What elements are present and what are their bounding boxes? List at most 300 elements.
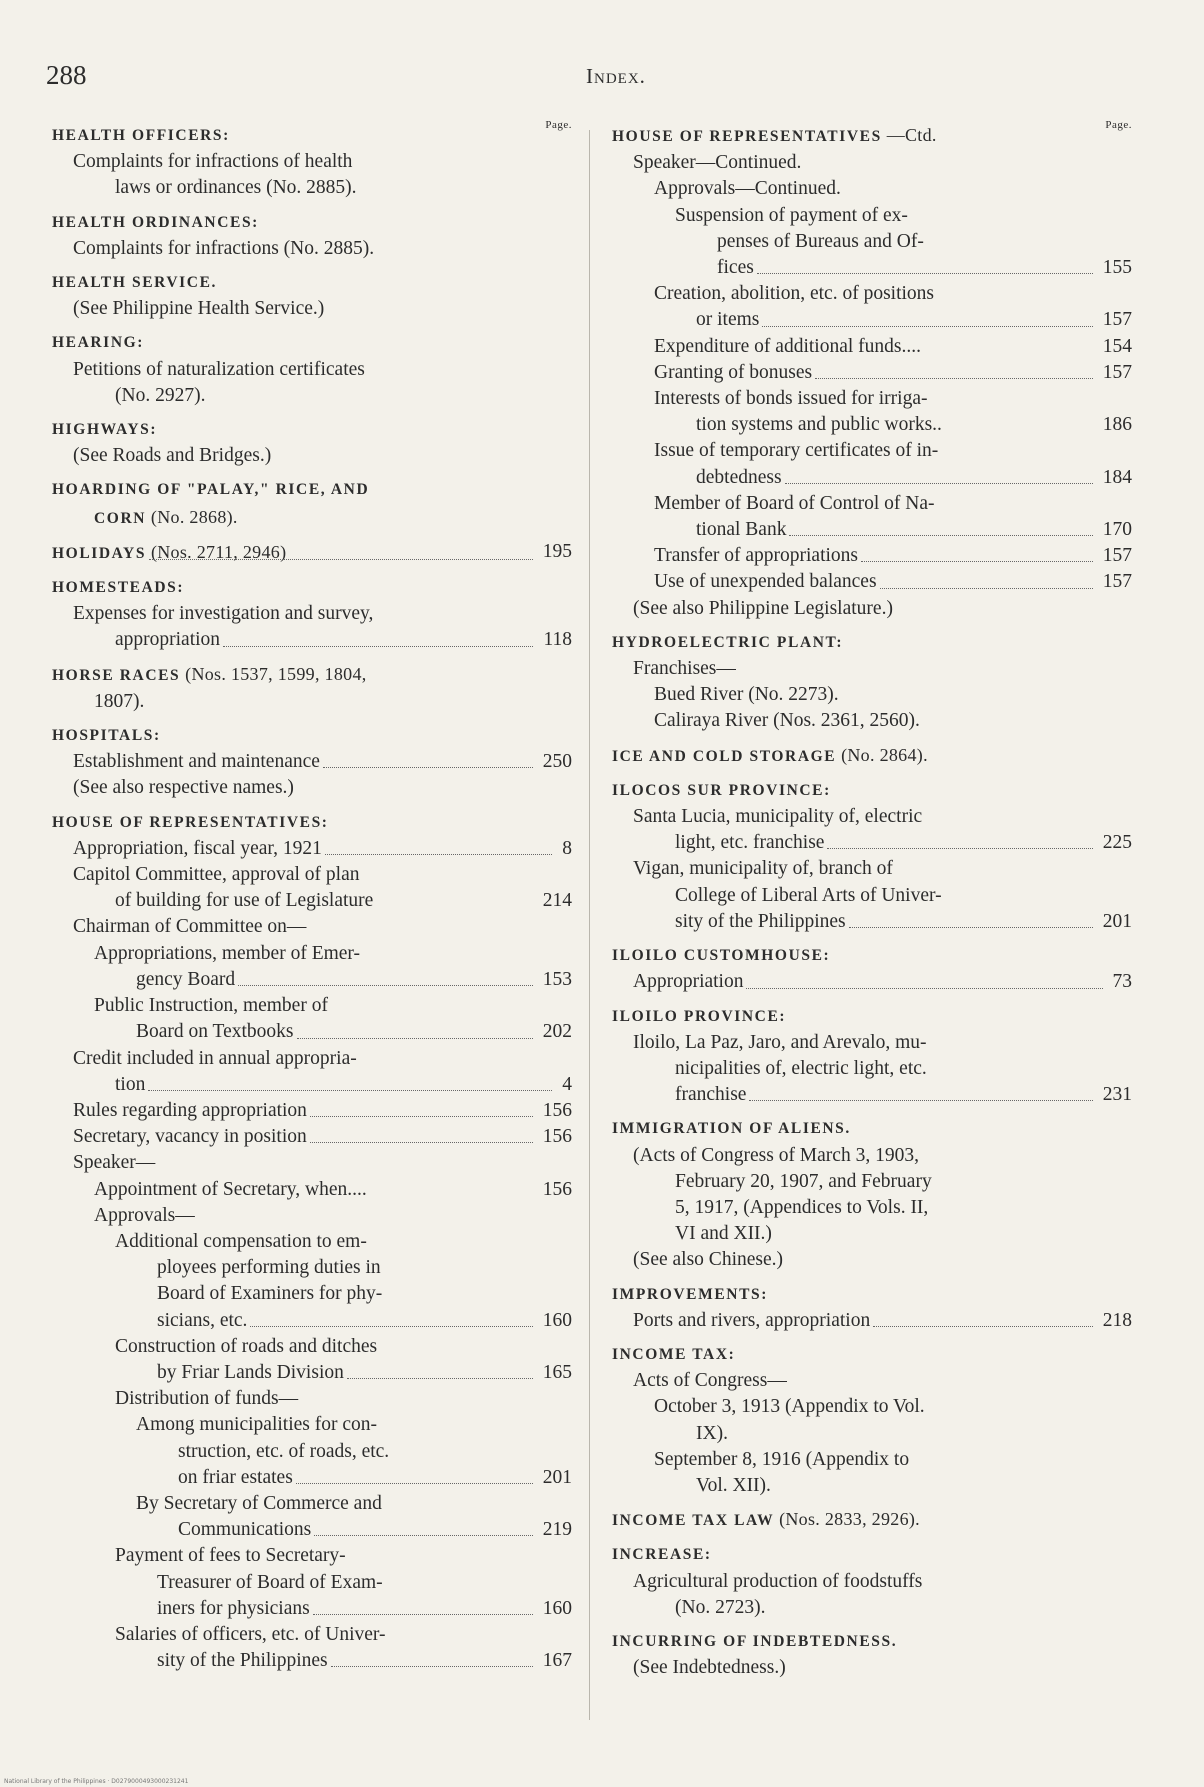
entry-text: Caliraya River (Nos. 2361, 2560). — [654, 710, 920, 732]
page-reference: 219 — [542, 1519, 572, 1541]
index-entry-line — [612, 804, 1132, 830]
entry-text: ILOCOS SUR PROVINCE: — [612, 781, 831, 799]
entry-spacer — [612, 1621, 1132, 1628]
page-reference: 160 — [542, 1309, 572, 1331]
page-reference: 157 — [1102, 361, 1132, 383]
dot-leader — [148, 1090, 552, 1091]
entry-text: Salaries of officers, etc. of Univer- — [115, 1623, 386, 1645]
dot-leader — [313, 1614, 533, 1615]
index-entry-line — [612, 307, 1132, 333]
entry-text: Transfer of appropriations — [654, 545, 858, 567]
entry-text: Treasurer of Board of Exam- — [157, 1571, 383, 1593]
entry-text: IMMIGRATION OF ALIENS. — [612, 1120, 851, 1138]
entry-text: nicipalities of, electric light, etc. — [675, 1057, 927, 1079]
page-title: Index. — [586, 64, 646, 88]
entry-text: Interests of bonds issued for irriga- — [654, 388, 928, 410]
entry-text: Payment of fees to Secretary- — [115, 1545, 346, 1567]
dot-leader — [815, 378, 1093, 379]
dot-leader — [749, 1100, 1092, 1101]
index-entry-line — [52, 1255, 572, 1281]
entry-spacer — [52, 532, 572, 539]
index-entry-line — [52, 967, 572, 993]
entry-text: Bued River (No. 2273). — [654, 684, 839, 706]
entry-act-numbers: (Nos. 2711, 2946) — [150, 541, 287, 562]
entry-act-numbers: (No. 2868). — [150, 506, 238, 527]
entry-text: Member of Board of Control of Na- — [654, 492, 935, 514]
index-entry-line — [612, 150, 1132, 176]
dot-leader — [789, 535, 1092, 536]
index-heading — [612, 122, 1132, 150]
page-reference: 250 — [542, 751, 572, 773]
entry-text: (See Philippine Health Service.) — [73, 298, 325, 320]
index-entry-line — [52, 236, 572, 262]
index-entry-line — [612, 1221, 1132, 1247]
index-entry-line — [612, 1447, 1132, 1473]
entry-text: Public Instruction, member of — [94, 995, 328, 1017]
index-entry-line — [52, 1019, 572, 1045]
entry-spacer — [52, 654, 572, 661]
index-entry-line — [52, 1439, 572, 1465]
entry-text: Secretary, vacancy in position — [73, 1126, 307, 1148]
page-reference: 184 — [1102, 466, 1132, 488]
entry-text: Vigan, municipality of, branch of — [633, 858, 893, 880]
entry-text: Additional compensation to em- — [115, 1230, 367, 1252]
index-entry-line — [52, 1177, 572, 1203]
entry-text: HYDROELECTRIC PLANT: — [612, 633, 844, 651]
index-heading — [612, 1281, 1132, 1308]
dot-leader — [223, 646, 533, 647]
entry-text: February 20, 1907, and February — [675, 1170, 932, 1192]
entry-text: struction, etc. of roads, etc. — [178, 1440, 390, 1462]
index-heading — [52, 329, 572, 356]
entry-text: INCREASE: — [612, 1546, 712, 1564]
entry-text: Issue of temporary certificates of in- — [654, 440, 939, 462]
entry-text: Complaints for infractions of health — [73, 151, 353, 173]
entry-text: ILOILO CUSTOMHOUSE: — [612, 947, 831, 965]
index-heading — [52, 661, 572, 689]
entry-text: ILOILO PROVINCE: — [612, 1007, 787, 1025]
index-entry-line — [612, 1595, 1132, 1621]
entry-text: HOUSE OF REPRESENTATIVES: — [52, 813, 329, 831]
index-entry-line — [52, 1072, 572, 1098]
index-entry-line — [52, 1517, 572, 1543]
index-entry-line — [612, 1473, 1132, 1499]
index-entry-line — [612, 708, 1132, 734]
entry-spacer — [52, 262, 572, 269]
page-reference: 73 — [1112, 971, 1132, 993]
index-entry-line — [52, 1098, 572, 1124]
index-entry-line — [52, 627, 572, 653]
dot-leader — [873, 1326, 1093, 1327]
dot-leader — [880, 588, 1093, 589]
entry-text: IX). — [696, 1422, 728, 1444]
index-entry-line — [612, 1655, 1132, 1681]
entry-text: Ports and rivers, appropriation — [633, 1309, 871, 1331]
index-heading — [612, 942, 1132, 969]
page-reference: 8 — [562, 837, 572, 859]
entry-text: (See also respective names.) — [73, 777, 294, 799]
entry-text: (See Indebtedness.) — [633, 1657, 786, 1679]
dot-leader — [757, 273, 1093, 274]
page-reference: 218 — [1102, 1309, 1132, 1331]
index-entry-line — [52, 1648, 572, 1674]
index-entry-line — [52, 296, 572, 322]
index-entry-line — [52, 941, 572, 967]
entry-text: Appointment of Secretary, when.... — [94, 1178, 367, 1200]
entry-spacer — [612, 1534, 1132, 1541]
entry-text: Capitol Committee, approval of plan — [73, 864, 360, 886]
entry-text: Speaker— — [73, 1152, 156, 1174]
footer-credit: National Library of the Philippines · D0279000493000231241 — [4, 1778, 189, 1785]
index-entry-line — [612, 465, 1132, 491]
entry-spacer — [612, 935, 1132, 942]
page-reference: 167 — [542, 1650, 572, 1672]
entry-text: CORN — [94, 509, 147, 527]
index-entry-line — [612, 856, 1132, 882]
index-entry-line — [612, 1247, 1132, 1273]
index-entry-line — [52, 149, 572, 175]
entry-text: of building for use of Legislature — [115, 890, 374, 912]
dot-leader — [323, 767, 533, 768]
entry-text: (No. 2927). — [115, 384, 206, 406]
entry-spacer — [52, 567, 572, 574]
entry-spacer — [52, 802, 572, 809]
entry-text: INCURRING OF INDEBTEDNESS. — [612, 1632, 898, 1650]
index-entry-line — [52, 1124, 572, 1150]
entry-text: INCOME TAX LAW — [612, 1512, 775, 1530]
entry-text: on friar estates — [178, 1466, 293, 1488]
entry-text: Franchises— — [633, 658, 736, 680]
entry-text: HEALTH ORDINANCES: — [52, 213, 259, 231]
index-entry-line — [612, 1368, 1132, 1394]
entry-text: tion systems and public works.. — [696, 414, 942, 436]
entry-text: debtedness — [696, 466, 782, 488]
index-entry-line — [52, 1622, 572, 1648]
entry-text: gency Board — [136, 968, 236, 990]
index-entry-line — [612, 682, 1132, 708]
index-entry-line — [52, 1334, 572, 1360]
entry-text: 5, 1917, (Appendices to Vols. II, — [675, 1196, 929, 1218]
page-reference: 118 — [543, 629, 572, 651]
index-entry-line — [612, 255, 1132, 281]
page-reference: 160 — [542, 1597, 572, 1619]
entry-text: (Acts of Congress of March 3, 1903, — [633, 1144, 919, 1166]
entry-text: Speaker—Continued. — [633, 152, 802, 174]
page-reference: 156 — [542, 1178, 572, 1200]
entry-text: laws or ordinances (No. 2885). — [115, 177, 357, 199]
page-reference: 202 — [542, 1021, 572, 1043]
entry-text: Board on Textbooks — [136, 1021, 294, 1043]
entry-text: ICE AND COLD STORAGE — [612, 747, 837, 765]
entry-text: Agricultural production of foodstuffs — [633, 1570, 923, 1592]
entry-text: HEALTH OFFICERS: — [52, 127, 230, 144]
index-entry-line — [612, 360, 1132, 386]
entry-text: (See Roads and Bridges.) — [73, 445, 272, 467]
index-entry-line — [52, 383, 572, 409]
page-reference: 201 — [1102, 910, 1132, 932]
index-heading — [612, 1115, 1132, 1142]
index-entry-line — [612, 1569, 1132, 1595]
page-reference: 154 — [1102, 335, 1132, 357]
entry-text: light, etc. franchise — [675, 832, 825, 854]
entry-text: Credit included in annual appropria- — [73, 1047, 357, 1069]
index-entry-line — [612, 281, 1132, 307]
page-reference: 157 — [1102, 309, 1132, 331]
index-entry-line — [52, 914, 572, 940]
entry-text: 1807). — [94, 690, 145, 712]
entry-text: (See also Philippine Legislature.) — [633, 597, 893, 619]
entry-text: Granting of bonuses — [654, 361, 813, 383]
index-entry-line — [612, 517, 1132, 543]
entry-text: College of Liberal Arts of Univer- — [675, 884, 942, 906]
entry-text: appropriation — [115, 629, 221, 651]
index-heading — [52, 269, 572, 296]
entry-text: tional Bank — [696, 519, 787, 541]
index-entry-line — [52, 357, 572, 383]
entry-text: IMPROVEMENTS: — [612, 1285, 768, 1303]
dot-leader — [827, 848, 1092, 849]
dot-leader — [310, 1116, 533, 1117]
index-entry-line — [612, 176, 1132, 202]
page-reference: 231 — [1102, 1084, 1132, 1106]
entry-spacer — [52, 409, 572, 416]
index-heading — [612, 777, 1132, 804]
index-entry-line — [52, 175, 572, 201]
page-header — [46, 60, 1126, 100]
entry-text: by Friar Lands Division — [157, 1361, 344, 1383]
index-entry-line — [612, 438, 1132, 464]
entry-act-numbers: (Nos. 2833, 2926). — [779, 1509, 920, 1530]
entry-spacer — [52, 715, 572, 722]
entry-text: Rules regarding appropriation — [73, 1099, 307, 1121]
entry-act-numbers: (Nos. 1537, 1599, 1804, — [185, 663, 367, 684]
entry-spacer — [52, 202, 572, 209]
index-entry-line — [612, 830, 1132, 856]
dot-leader — [325, 854, 552, 855]
page-reference: 156 — [542, 1126, 572, 1148]
index-entry-line — [52, 1281, 572, 1307]
entry-text: HOSPITALS: — [52, 727, 161, 745]
entry-text: October 3, 1913 (Appendix to Vol. — [654, 1396, 925, 1418]
dot-leader — [347, 1378, 533, 1379]
index-entry-line — [612, 203, 1132, 229]
index-heading — [52, 722, 572, 749]
entry-text: Approvals—Continued. — [654, 178, 841, 200]
index-entry-line — [612, 596, 1132, 622]
page-reference: 156 — [542, 1099, 572, 1121]
index-entry-line — [52, 1203, 572, 1229]
index-entry-line — [52, 1150, 572, 1176]
entry-text: tion — [115, 1073, 146, 1095]
index-entry-line — [612, 969, 1132, 995]
dot-leader — [331, 1666, 533, 1667]
entry-text: Expenditure of additional funds.... — [654, 335, 921, 357]
entry-text: iners for physicians — [157, 1597, 310, 1619]
index-entry-line — [612, 334, 1132, 360]
index-entry-line — [52, 1360, 572, 1386]
index-entry-line — [52, 1386, 572, 1412]
page-reference: 155 — [1102, 257, 1132, 279]
index-entry-line — [612, 1421, 1132, 1447]
entry-spacer — [612, 1334, 1132, 1341]
index-heading — [612, 1341, 1132, 1368]
dot-leader — [746, 988, 1102, 989]
index-entry-line — [52, 443, 572, 469]
entry-text: Board of Examiners for phy- — [157, 1283, 383, 1305]
entry-text: Complaints for infractions (No. 2885). — [73, 237, 375, 259]
page-reference: 170 — [1102, 519, 1132, 541]
index-entry-line — [52, 689, 572, 715]
index-entry-line — [52, 1465, 572, 1491]
column-divider — [589, 130, 590, 1720]
entry-text: sity of the Philippines — [157, 1650, 328, 1672]
page-reference: 214 — [542, 890, 572, 912]
dot-leader — [297, 1038, 533, 1039]
entry-spacer — [52, 322, 572, 329]
entry-text: HOUSE OF REPRESENTATIVES — [612, 128, 882, 145]
index-heading — [612, 1541, 1132, 1568]
index-entry-line — [52, 1543, 572, 1569]
index-entry-line — [612, 229, 1132, 255]
entry-text: Communications — [178, 1519, 312, 1541]
entry-text: Appropriation, fiscal year, 1921 — [73, 837, 322, 859]
index-entry-line — [612, 386, 1132, 412]
entry-text: or items — [696, 309, 760, 331]
entry-text: Creation, abolition, etc. of positions — [654, 283, 934, 305]
index-entry-line — [52, 888, 572, 914]
index-heading — [52, 504, 572, 532]
index-entry-line — [52, 1308, 572, 1334]
entry-text: INCOME TAX: — [612, 1345, 736, 1363]
entry-text: Construction of roads and ditches — [115, 1335, 378, 1357]
index-heading — [612, 629, 1132, 656]
entry-text: ployees performing duties in — [157, 1257, 381, 1279]
entry-text: (See also Chinese.) — [633, 1249, 784, 1271]
entry-text: penses of Bureaus and Of- — [717, 230, 924, 252]
entry-text: HOLIDAYS — [52, 544, 147, 562]
entry-text: HIGHWAYS: — [52, 421, 158, 439]
index-heading — [612, 742, 1132, 770]
dot-leader — [785, 483, 1093, 484]
entry-text: Iloilo, La Paz, Jaro, and Arevalo, mu- — [633, 1031, 927, 1053]
index-column-right — [612, 119, 1132, 1681]
dot-leader — [762, 326, 1092, 327]
entry-text: Vol. XII). — [696, 1474, 771, 1496]
entry-text: Establishment and maintenance — [73, 751, 320, 773]
index-entry-line — [612, 883, 1132, 909]
index-entry-line — [52, 1596, 572, 1622]
index-entry-line — [612, 1082, 1132, 1108]
entry-text: Santa Lucia, municipality of, electric — [633, 806, 923, 828]
entry-spacer — [612, 1499, 1132, 1506]
entry-text: Distribution of funds— — [115, 1388, 299, 1410]
entry-text: Suspension of payment of ex- — [675, 204, 908, 226]
dot-leader — [314, 1535, 533, 1536]
index-entry-line — [52, 1229, 572, 1255]
entry-text: Appropriations, member of Emer- — [94, 942, 361, 964]
dot-leader — [310, 1142, 533, 1143]
entry-text: September 8, 1916 (Appendix to — [654, 1448, 910, 1470]
page-column-label: Page. — [1105, 119, 1132, 131]
entry-spacer — [612, 1108, 1132, 1115]
index-entry-line — [52, 601, 572, 627]
index-entry-line — [612, 656, 1132, 682]
index-entry-line — [612, 1308, 1132, 1334]
index-entry-line — [52, 993, 572, 1019]
entry-spacer — [612, 622, 1132, 629]
index-entry-line — [612, 1195, 1132, 1221]
entry-spacer — [612, 735, 1132, 742]
entry-text: Expenses for investigation and survey, — [73, 603, 374, 625]
index-heading — [52, 416, 572, 443]
page-column-label: Page. — [545, 119, 572, 131]
page-reference: 4 — [562, 1073, 572, 1095]
page-reference: 225 — [1102, 832, 1132, 854]
index-entry-line — [612, 1143, 1132, 1169]
entry-act-numbers: (No. 2864). — [841, 744, 928, 765]
index-entry-line — [612, 1394, 1132, 1420]
dot-leader — [238, 985, 533, 986]
index-entry-line — [612, 412, 1132, 438]
index-entry-line — [52, 1570, 572, 1596]
entry-text: Appropriation — [633, 971, 744, 993]
index-entry-line — [612, 543, 1132, 569]
index-column-left — [52, 119, 572, 1674]
page-reference: 165 — [542, 1361, 572, 1383]
index-heading — [612, 1506, 1132, 1534]
entry-text: HORSE RACES — [52, 666, 181, 684]
index-heading — [52, 539, 572, 567]
entry-text: sicians, etc. — [157, 1309, 248, 1331]
entry-text: sity of the Philippines — [675, 910, 846, 932]
index-entry-line — [52, 749, 572, 775]
entry-text: By Secretary of Commerce and — [136, 1492, 382, 1514]
entry-text: HOARDING OF "PALAY," RICE, AND — [52, 481, 370, 499]
entry-spacer — [612, 770, 1132, 777]
index-heading — [612, 1003, 1132, 1030]
entry-text: Chairman of Committee on— — [73, 916, 307, 938]
index-entry-line — [52, 1046, 572, 1072]
index-entry-line — [52, 836, 572, 862]
entry-spacer — [612, 1274, 1132, 1281]
entry-text: HOMESTEADS: — [52, 579, 185, 597]
entry-text: Use of unexpended balances — [654, 571, 877, 593]
index-entry-line — [52, 862, 572, 888]
index-entry-line — [52, 775, 572, 801]
dot-leader — [296, 1483, 533, 1484]
index-entry-line — [612, 569, 1132, 595]
entry-spacer — [52, 469, 572, 476]
dot-leader — [861, 561, 1093, 562]
page-reference: 195 — [542, 540, 572, 562]
entry-text: Among municipalities for con- — [136, 1414, 377, 1436]
page-reference: 153 — [542, 968, 572, 990]
index-heading — [52, 209, 572, 236]
dot-leader — [149, 559, 533, 560]
page-reference: 157 — [1102, 571, 1132, 593]
page-reference: 201 — [542, 1466, 572, 1488]
entry-text: Petitions of naturalization certificates — [73, 358, 365, 380]
entry-text: franchise — [675, 1084, 747, 1106]
index-heading — [52, 809, 572, 836]
index-heading — [612, 1628, 1132, 1655]
page-number: 288 — [46, 60, 87, 90]
entry-text: fices — [717, 257, 754, 279]
entry-spacer — [612, 996, 1132, 1003]
index-heading — [52, 122, 572, 149]
index-entry-line — [612, 1169, 1132, 1195]
dot-leader — [250, 1326, 532, 1327]
